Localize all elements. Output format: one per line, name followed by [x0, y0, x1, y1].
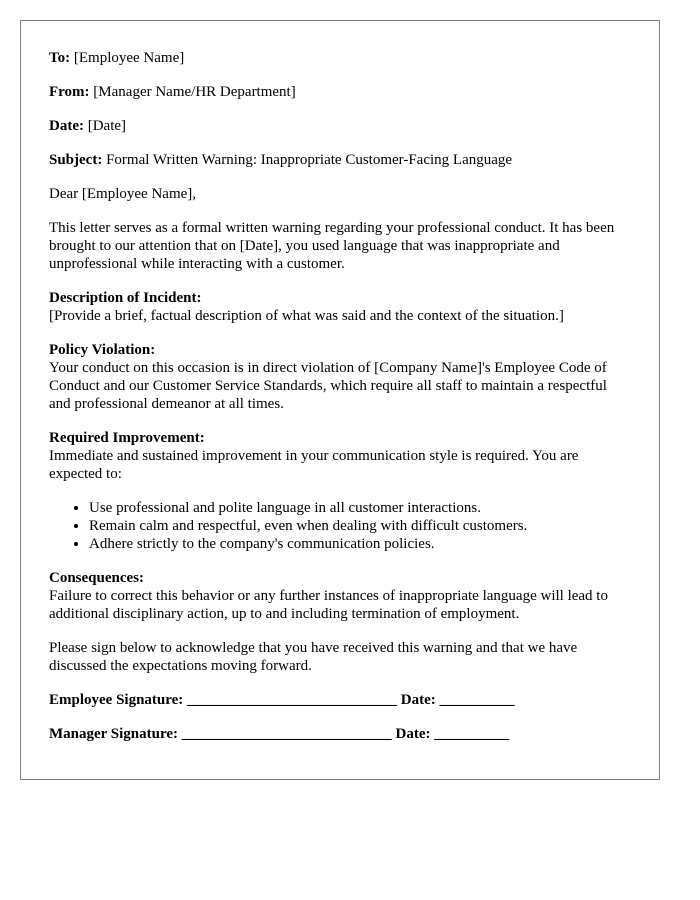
to-line	[49, 49, 631, 67]
consequences-heading: Consequences:	[49, 570, 145, 586]
greeting: Dear [Employee Name],	[49, 186, 197, 202]
policy-heading: Policy Violation:	[49, 342, 156, 358]
to-label: To:	[49, 50, 71, 66]
subject-label: Subject:	[49, 152, 103, 168]
subject-line	[49, 151, 631, 169]
employee-signature-line: Employee Signature: ____________________________ Date: __________	[49, 692, 515, 708]
subject-value: Formal Written Warning: Inappropriate Customer-Facing Language	[106, 152, 513, 168]
manager-signature-line: Manager Signature: ____________________________ Date: __________	[49, 726, 510, 742]
warning-letter	[20, 20, 660, 780]
closing-paragraph: Please sign below to acknowledge that you have received this warning and that we have discussed the expectations moving forward.	[49, 640, 578, 674]
list-item: • Remain calm and respectful, even when dealing with difficult customers.	[89, 517, 631, 535]
from-line	[49, 83, 631, 101]
policy-text: Your conduct on this occasion is in direct violation of [Company Name]'s Employee Code of Conduct and our Customer Service Standards, which require all staff to maintain a respectful and professional demeanor at all times.	[49, 360, 607, 412]
improvement-heading: Required Improvement:	[49, 430, 205, 446]
consequences-text: Failure to correct this behavior or any further instances of inappropriate language will lead to additional disciplinary action, up to and including termination of employment.	[49, 588, 608, 622]
date-line	[49, 117, 631, 135]
consequences-section	[49, 569, 631, 623]
policy-section	[49, 341, 631, 413]
incident-text: [Provide a brief, factual description of what was said and the context of the situation.]	[49, 308, 564, 324]
date-value: [Date]	[87, 118, 127, 134]
date-label: Date:	[49, 118, 84, 134]
expectations-list	[49, 499, 631, 553]
to-value: [Employee Name]	[73, 50, 185, 66]
improvement-text: Immediate and sustained improvement in your communication style is required. You are expected to:	[49, 448, 579, 482]
intro-paragraph: This letter serves as a formal written warning regarding your professional conduct. It has been brought to our attention that on [Date], you used language that was inappropriate and unprofessional while interacting with a customer.	[49, 220, 615, 272]
from-label: From:	[49, 84, 90, 100]
incident-section	[49, 289, 631, 325]
incident-heading: Description of Incident:	[49, 290, 202, 306]
list-item: • Use professional and polite language in all customer interactions.	[89, 499, 631, 517]
improvement-section	[49, 429, 631, 483]
from-value: [Manager Name/HR Department]	[93, 84, 296, 100]
list-item: • Adhere strictly to the company's communication policies.	[89, 535, 631, 553]
